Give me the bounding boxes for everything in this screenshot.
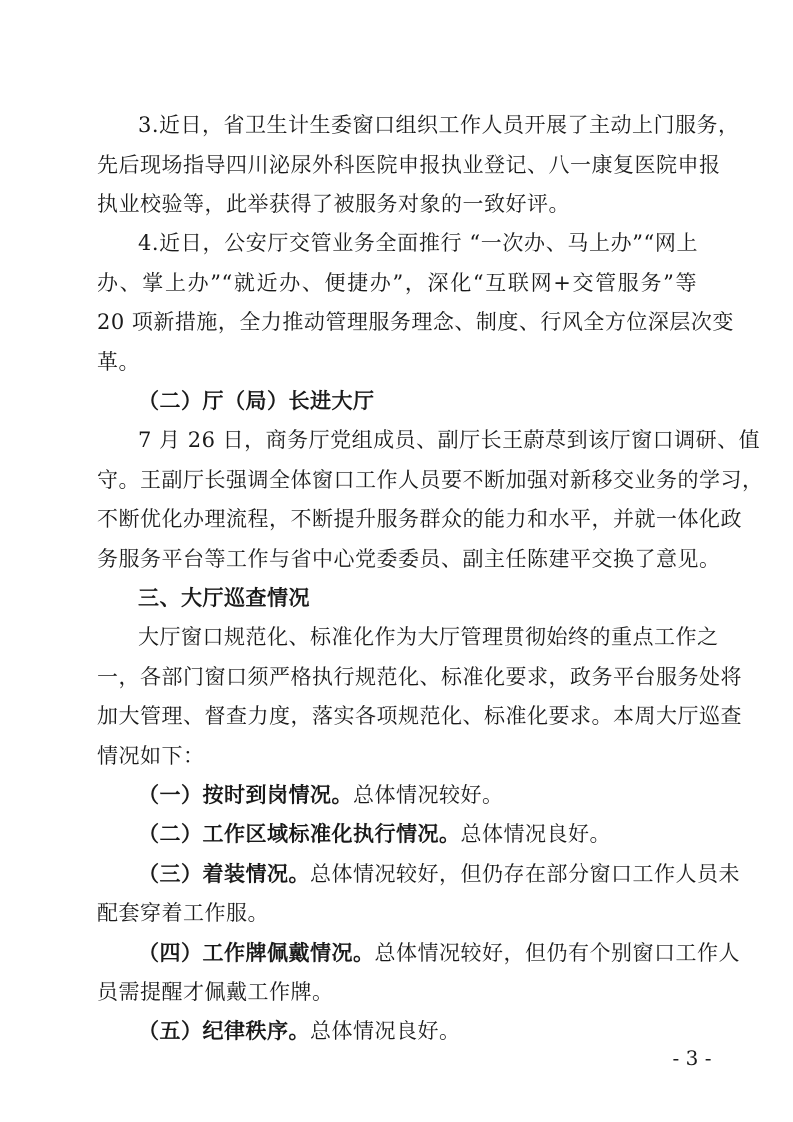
item-text: 总体情况良好。 <box>460 822 611 846</box>
paragraph-line: 20 项新措施，全力推动管理服务理念、制度、行风全方位深层次变 <box>97 310 734 334</box>
item-continuation: 配套穿着工作服。 <box>97 901 269 925</box>
paragraph-line: 一，各部门窗口须严格执行规范化、标准化要求，政务平台服务处将 <box>97 665 742 689</box>
subsection-heading: （二）厅（局）长进大厅 <box>138 388 375 413</box>
inspection-item <box>138 816 698 852</box>
item-title: （四）工作牌佩戴情况。 <box>138 940 375 965</box>
inspection-item <box>138 777 698 813</box>
page-number: - 3 - <box>672 1046 712 1070</box>
paragraph-line: 执业校验等，此举获得了被服务对象的一致好评。 <box>97 192 570 216</box>
paragraph-line: 务服务平台等工作与省中心党委委员、副主任陈建平交换了意见。 <box>97 547 721 571</box>
paragraph-line: 7 月 26 日，商务厅党组成员、副厅长王蔚荩到该厅窗口调研、值 <box>138 428 761 452</box>
paragraph-line: 情况如下： <box>97 744 205 768</box>
paragraph-line: 守。王副厅长强调全体窗口工作人员要不断加强对新移交业务的学习， <box>97 468 764 492</box>
item-text: 总体情况良好。 <box>310 1019 461 1043</box>
section-heading: 三、大厅巡查情况 <box>138 585 310 610</box>
item-title: （三）着装情况。 <box>138 861 310 886</box>
paragraph-line: 4.近日，公安厅交管业务全面推行 “一次办、马上办”“网上 <box>138 231 698 255</box>
inspection-item <box>138 935 740 971</box>
paragraph-line: 先后现场指导四川泌尿外科医院申报执业登记、八一康复医院申报 <box>97 153 721 177</box>
paragraph-line: 加大管理、督查力度，落实各项规范化、标准化要求。本周大厅巡查 <box>97 704 742 728</box>
item-text: 总体情况较好，但仍有个别窗口工作人 <box>374 941 740 965</box>
inspection-item <box>138 1013 698 1049</box>
paragraph-line: 3.近日，省卫生计生委窗口组织工作人员开展了主动上门服务， <box>138 113 740 137</box>
paragraph-line: 革。 <box>97 350 140 374</box>
paragraph-line: 大厅窗口规范化、标准化作为大厅管理贯彻始终的重点工作之 <box>138 625 719 649</box>
item-title: （二）工作区域标准化执行情况。 <box>138 821 461 846</box>
item-title: （五）纪律秩序。 <box>138 1018 310 1043</box>
item-text: 总体情况较好。 <box>353 783 504 807</box>
inspection-item <box>138 856 740 892</box>
paragraph-line: 办、掌上办”“就近办、便捷办”，深化“互联网+交管服务”等 <box>97 271 697 295</box>
item-continuation: 员需提醒才佩戴工作牌。 <box>97 980 334 1004</box>
item-title: （一）按时到岗情况。 <box>138 782 353 807</box>
item-text: 总体情况较好，但仍存在部分窗口工作人员未 <box>310 862 740 886</box>
paragraph-line: 不断优化办理流程，不断提升服务群众的能力和水平，并就一体化政 <box>97 507 742 531</box>
